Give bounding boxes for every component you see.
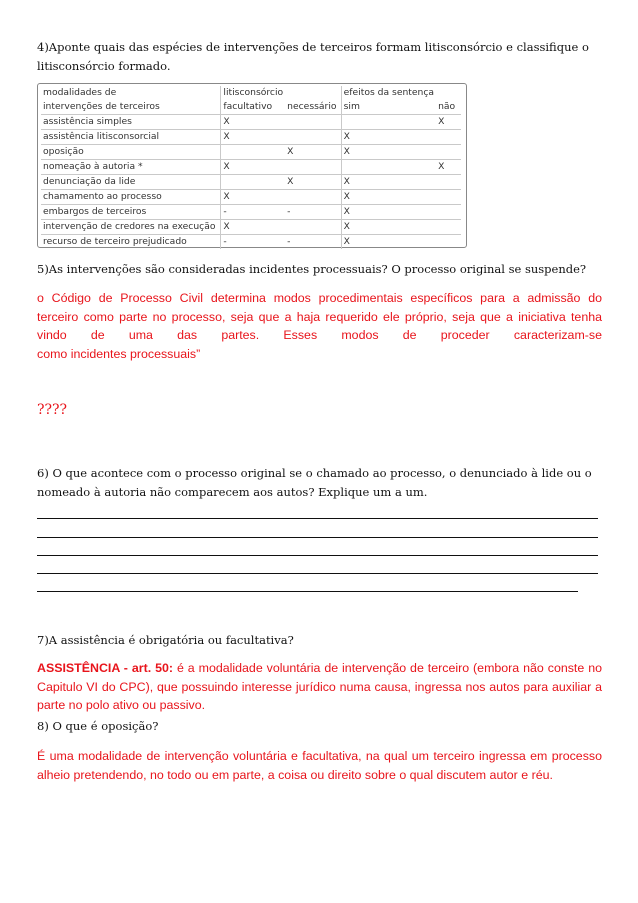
table-cell: facultativo bbox=[223, 101, 273, 112]
table-row bbox=[41, 145, 461, 160]
table-cell: X bbox=[341, 235, 436, 250]
table-cell: X bbox=[341, 220, 436, 235]
question-7 bbox=[37, 631, 602, 650]
table-cell bbox=[436, 86, 461, 100]
question-8: 8) O que é oposição? bbox=[37, 719, 159, 733]
table-cell bbox=[285, 115, 341, 130]
table-cell bbox=[221, 145, 285, 160]
table-cell: oposição bbox=[41, 145, 221, 160]
question-4: 4)Aponte quais das espécies de intervenções de terceiros formam litisconsórcio e classifique o litisconsórcio formado. bbox=[37, 40, 589, 73]
answer-line-3 bbox=[37, 555, 598, 556]
table-cell: X bbox=[436, 160, 461, 175]
table-cell: X bbox=[341, 145, 436, 160]
answer-line-2 bbox=[37, 537, 598, 538]
table-cell bbox=[341, 115, 436, 130]
table-cell bbox=[436, 145, 461, 160]
table-row bbox=[41, 205, 461, 220]
answer-7-body: é a modalidade voluntária de intervenção de terceiro (embora não conste no Capitulo VI do CPC), que possuindo interesse jurídico numa causa, ingressa nos autos para auxiliar a parte no polo ativo ou passivo. bbox=[37, 661, 602, 712]
table-cell bbox=[285, 190, 341, 205]
answer-7 bbox=[37, 659, 602, 715]
table-cell bbox=[436, 190, 461, 205]
table-cell: embargos de terceiros bbox=[41, 205, 221, 220]
table-cell: - bbox=[285, 205, 341, 220]
table-cell: - bbox=[285, 235, 341, 250]
table-cell: X bbox=[436, 115, 461, 130]
table-cell: intervenções de terceiros bbox=[41, 100, 221, 115]
table-cell: X bbox=[221, 130, 285, 145]
answer-8: É uma modalidade de intervenção voluntária e facultativa, na qual um terceiro ingressa em processo alheio pretendendo, no todo ou em parte, a coisa ou direito sobre o qual discutem autor e réu. bbox=[37, 749, 602, 782]
table-row bbox=[41, 160, 461, 175]
table-cell: X bbox=[221, 190, 285, 205]
table-cell bbox=[221, 175, 285, 190]
answer-line-5 bbox=[37, 591, 578, 592]
table-cell: assistência simples bbox=[41, 115, 221, 130]
table-row bbox=[41, 220, 461, 235]
answer-5-line-3: vindo de uma das partes. Esses modos de proceder caracterizam-se bbox=[37, 328, 602, 342]
table-cell: X bbox=[341, 130, 436, 145]
table-cell bbox=[436, 175, 461, 190]
table-cell bbox=[285, 160, 341, 175]
table-cell: não bbox=[438, 101, 456, 112]
table-cell: sim bbox=[343, 101, 360, 112]
table-cell: X bbox=[221, 160, 285, 175]
answer-5-line-2: terceiro como parte no processo, seja que a haja requerido ele próprio, seja que a iniciativa tenha bbox=[37, 309, 602, 324]
table-cell bbox=[285, 130, 341, 145]
table-cell: X bbox=[285, 145, 341, 160]
table-row bbox=[41, 235, 461, 250]
table-row bbox=[41, 115, 461, 130]
table-cell bbox=[436, 205, 461, 220]
table-cell: litisconsórcio bbox=[223, 87, 284, 98]
table-cell: X bbox=[221, 115, 285, 130]
table-cell: denunciação da lide bbox=[41, 175, 221, 190]
table-cell: X bbox=[285, 175, 341, 190]
table-cell: X bbox=[341, 175, 436, 190]
table-cell: X bbox=[221, 220, 285, 235]
table-cell: modalidades de bbox=[41, 86, 221, 100]
table-cell: X bbox=[341, 190, 436, 205]
table-row bbox=[41, 190, 461, 205]
table-cell: necessário bbox=[285, 100, 341, 115]
table-cell: assistência litisconsorcial bbox=[41, 130, 221, 145]
table-cell bbox=[285, 220, 341, 235]
answer-line-1 bbox=[37, 518, 598, 519]
intervention-table bbox=[37, 83, 467, 248]
answer-7-heading: ASSISTÊNCIA - art. 50: bbox=[37, 661, 174, 675]
question-7-text: 7)A assistência é obrigatória ou facultativa? bbox=[37, 633, 294, 647]
question-5: 5)As intervenções são consideradas incidentes processuais? O processo original se suspende? bbox=[37, 262, 587, 276]
table-cell: efeitos da sentença bbox=[343, 87, 435, 98]
table-cell bbox=[285, 86, 341, 100]
table-row bbox=[41, 130, 461, 145]
table-row bbox=[41, 175, 461, 190]
table-cell: - bbox=[221, 205, 285, 220]
answer-5-marks: ???? bbox=[37, 402, 68, 418]
table-cell bbox=[436, 220, 461, 235]
table-cell: X bbox=[341, 205, 436, 220]
answer-line-4 bbox=[37, 573, 598, 574]
table-cell bbox=[436, 130, 461, 145]
intervention-table-grid bbox=[41, 86, 461, 249]
table-cell: nomeação à autoria * bbox=[41, 160, 221, 175]
table-cell bbox=[341, 160, 436, 175]
question-6: 6) O que acontece com o processo original se o chamado ao processo, o denunciado à lide ou o nomeado à autoria não comparecem aos autos? Explique um a um. bbox=[37, 466, 592, 499]
table-header-row bbox=[41, 100, 461, 115]
table-cell: recurso de terceiro prejudicado bbox=[41, 235, 221, 250]
table-cell bbox=[436, 235, 461, 250]
answer-5-line-1: o Código de Processo Civil determina modos procedimentais específicos para a admissão do bbox=[37, 291, 602, 305]
table-cell: intervenção de credores na execução bbox=[41, 220, 221, 235]
table-header-row bbox=[41, 86, 461, 100]
answer-5-line-4: como incidentes processuais” bbox=[37, 346, 201, 361]
table-cell: chamamento ao processo bbox=[41, 190, 221, 205]
table-cell: - bbox=[221, 235, 285, 250]
